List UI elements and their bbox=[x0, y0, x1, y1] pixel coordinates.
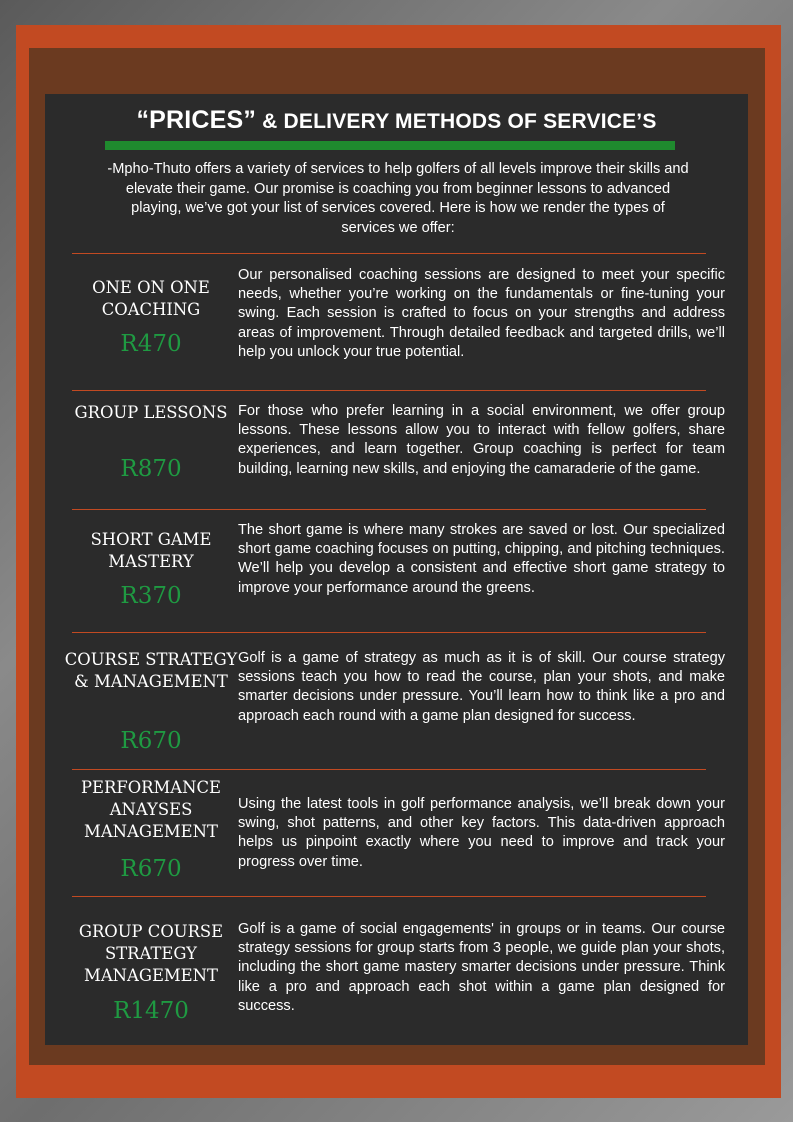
service-description: For those who prefer learning in a social environment, we offer group lessons. These lessons allow you to interact with fellow golfers, share experiences, and learn together. Group coaching is perfect for team building, learning new skills, and enjoying the camaraderie of the game. bbox=[238, 403, 725, 477]
service-price: R1470 bbox=[113, 998, 189, 1024]
service-description: The short game is where many strokes are saved or lost. Our specialized short game coaching focuses on putting, chipping, and pitching techniques. We’ll help you develop a consistent and effective short game strategy to improve your performance around the greens. bbox=[238, 522, 725, 596]
service-description: Golf is a game of social engagements' in groups or in teams. Our course strategy sessions for group starts from 3 people, we guide plan your shots, including the short game mastery smarter decisions under pressure. Think like a pro and approach each shot within a game plan designed for success. bbox=[238, 921, 725, 1014]
service-price: R670 bbox=[120, 856, 182, 882]
content-panel bbox=[45, 94, 748, 1045]
title-rest: & DELIVERY METHODS OF SERVICE’S bbox=[256, 110, 657, 133]
title-prices: “PRICES” bbox=[136, 106, 257, 134]
service-name: GROUP COURSE STRATEGY MANAGEMENT bbox=[78, 922, 224, 985]
service-description: Golf is a game of strategy as much as it is of skill. Our course strategy sessions teach you how to read the course, plan your shots, and make smarter decisions under pressure. You’ll learn how to think like a pro and approach each round with a game plan designed for success. bbox=[238, 650, 725, 724]
divider bbox=[72, 390, 706, 391]
service-name: COURSE STRATEGY & MANAGEMENT bbox=[64, 650, 238, 691]
service-price: R370 bbox=[120, 583, 182, 609]
service-description: Using the latest tools in golf performance analysis, we’ll break down your swing, shot patterns, and other key factors. This data-driven approach helps us pinpoint exactly where you need to improve and track your progress over time. bbox=[238, 796, 725, 870]
intro-paragraph: -Mpho-Thuto offers a variety of services to help golfers of all levels improve their skills and elevate their game. Our promise is coaching you from beginner lessons to advanced playing, we’ve got your list of services covered. Here is how we render the types of services we offer: bbox=[107, 161, 689, 236]
divider bbox=[72, 509, 706, 510]
service-name: PERFORMANCE ANAYSES MANAGEMENT bbox=[81, 778, 221, 841]
service-name: ONE ON ONE COACHING bbox=[92, 278, 210, 319]
service-price: R870 bbox=[120, 456, 182, 482]
title-underline-bar bbox=[105, 141, 675, 150]
service-name: GROUP LESSONS bbox=[74, 403, 228, 422]
service-price: R470 bbox=[120, 331, 182, 357]
divider bbox=[72, 769, 706, 770]
divider bbox=[72, 253, 706, 254]
divider bbox=[72, 632, 706, 633]
page-title bbox=[45, 106, 748, 135]
service-description: Our personalised coaching sessions are designed to meet your specific needs, whether you’re working on the fundamentals or fine-tuning your swing. Each session is crafted to focus on your strengths and address areas of improvement. Through detailed feedback and targeted drills, we’ll help you unlock your true potential. bbox=[238, 267, 725, 360]
service-name: SHORT GAME MASTERY bbox=[90, 530, 212, 571]
service-price: R670 bbox=[120, 728, 182, 754]
divider bbox=[72, 896, 706, 897]
